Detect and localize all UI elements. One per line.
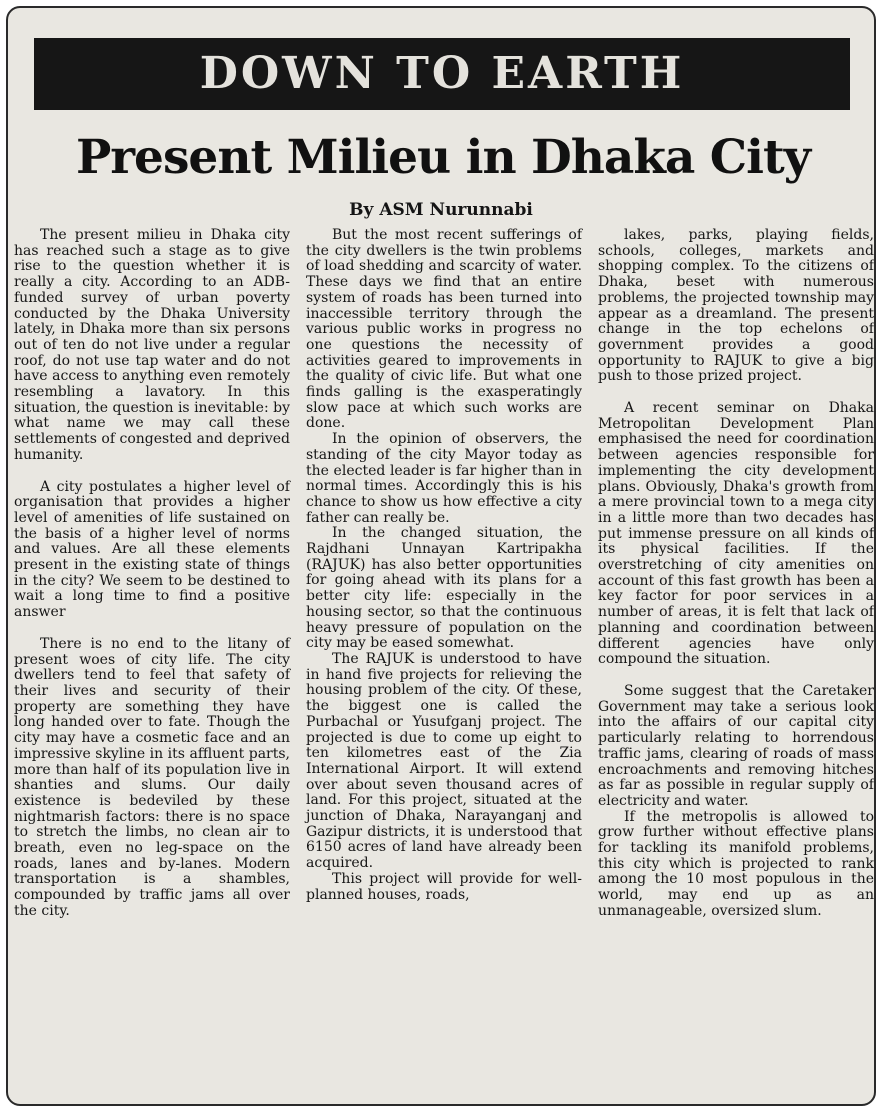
paragraph: The present milieu in Dhaka city has reached such a stage as to give rise to the question whether it is really a city. According to an ADB-funded survey of urban poverty conducted by the Dhaka University lately, in Dhaka more than six persons out of ten do not live under a regular roof, do not use tap water and do not have access to anything even remotely resembling a lavatory. In this situation, the question is inevitable: by what name we may call these settlements of congested and deprived humanity. <box>14 227 290 463</box>
paragraph: A recent seminar on Dhaka Metropolitan Development Plan emphasised the need for coordination between agencies responsible for implementing the city development plans. Obviously, Dhaka's growth from a mere provincial town to a mega city in a little more than two decades has put immense pressure on all kinds of its physical facilities. If the overstretching of city amenities on account of this fast growth has been a key factor for poor services in a number of areas, it is felt that lack of planning and coordination between different agencies have only compound the situation. <box>598 400 874 668</box>
paragraph: This project will provide for well-planned houses, roads, <box>306 870 582 903</box>
paragraph: In the changed situation, the Rajdhani Unnayan Kartripakha (RAJUK) has also better opportunities for going ahead with its plans for a better city life: especially in the housing sector, so that the continuous heavy pressure of population on the city may be eased somewhat. <box>306 525 582 652</box>
paragraph: A city postulates a higher level of organisation that provides a higher level of amenities of life sustained on the basis of a higher level of norms and values. Are all these elements present in the existing state of things in the city? We seem to be destined to wait a long time to find a positive answer <box>14 478 290 621</box>
paragraph: In the opinion of observers, the standing of the city Mayor today as the elected leader is far higher than in normal times. Accordingly this is his chance to show us how effective a city father can really be. <box>306 431 582 526</box>
article-body <box>14 228 874 1098</box>
newspaper-clipping <box>6 6 876 1106</box>
article-column-3 <box>598 228 874 1098</box>
banner-title: DOWN TO EARTH <box>199 48 685 99</box>
article-column-2 <box>306 228 582 1098</box>
paragraph: Some suggest that the Caretaker Government may take a serious look into the affairs of our capital city particularly relating to horrendous traffic jams, clearing of roads of mass encroachments and removing hitches as far as possible in regular supply of electricity and water. <box>598 682 874 809</box>
paragraph: lakes, parks, playing fields, schools, colleges, markets and shopping complex. To the citizens of Dhaka, beset with numerous problems, the projected township may appear as a dreamland. The present change in the top echelons of government provides a good opportunity to RAJUK to give a big push to those prized project. <box>598 227 874 385</box>
article-column-1 <box>14 228 290 1098</box>
paragraph: If the metropolis is allowed to grow further without effective plans for tackling its manifold problems, this city which is projected to rank among the 10 most populous in the world, may end up as an unmanageable, oversized slum. <box>598 808 874 919</box>
paragraph: There is no end to the litany of present woes of city life. The city dwellers tend to feel that safety of their lives and security of their property are something they have long handed over to fate. Though the city may have a cosmetic face and an impressive skyline in its affluent parts, more than half of its population live in shanties and slums. Our daily existence is bedeviled by these nightmarish factors: there is no space to stretch the limbs, no clean air to breath, even no leg-space on the roads, lanes and by-lanes. Modern transportation is a shambles, compounded by traffic jams all over the city. <box>14 635 290 919</box>
paragraph: The RAJUK is understood to have in hand five projects for relieving the housing problem of the city. Of these, the biggest one is called the Purbachal or Yusufganj project. The projected is due to come up eight to ten kilometres east of the Zia International Airport. It will extend over about seven thousand acres of land. For this project, situated at the junction of Dhaka, Narayanganj and Gazipur districts, it is understood that 6150 acres of land have already been acquired. <box>306 650 582 872</box>
paragraph: But the most recent sufferings of the city dwellers is the twin problems of load shedding and scarcity of water. These days we find that an entire system of roads has been turned into inaccessible territory through the various public works in progress no one questions the necessity of activities geared to improvements in the quality of civic life. But what one finds galling is the exasperatingly slow pace at which such works are done. <box>306 227 582 432</box>
article-byline: By ASM Nurunnabi <box>349 200 533 220</box>
article-headline: Present Milieu in Dhaka City <box>75 130 811 185</box>
column-banner <box>34 38 850 110</box>
